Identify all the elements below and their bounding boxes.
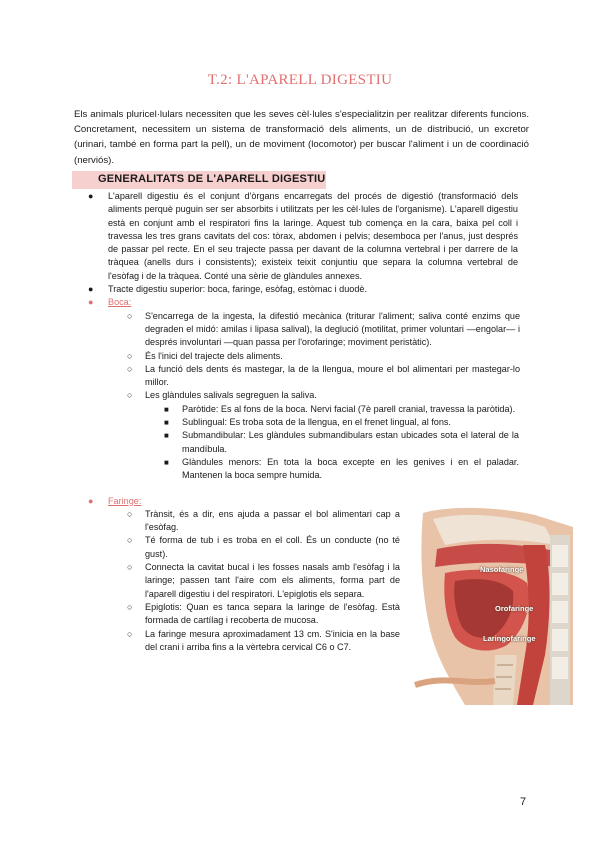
- bullet-circle-icon: ○: [127, 601, 133, 612]
- list-item: [88, 283, 518, 296]
- bullet-circle-icon: ○: [127, 363, 133, 374]
- bullet-circle-icon: ○: [127, 628, 133, 639]
- list-item: [127, 561, 400, 601]
- list-item-text: Tracte digestiu superior: boca, faringe, esòfag, estòmac i duodè.: [108, 284, 367, 295]
- list-item: [127, 389, 520, 402]
- bullet-circle-icon: ○: [127, 535, 133, 546]
- list-item-text: Té forma de tub i es troba en el coll. És un conducte (no té gust).: [145, 535, 400, 559]
- label-nasofaringe: Nasofaringe: [480, 565, 524, 574]
- label-orofaringe: Orofaringe: [495, 604, 534, 613]
- page-number: 7: [520, 796, 527, 808]
- bullet-square-icon: ■: [164, 457, 169, 467]
- list-item: [88, 190, 518, 283]
- bullet-square-icon: ■: [164, 431, 169, 441]
- bullet-square-icon: ■: [164, 404, 169, 414]
- bullet-circle-icon: ○: [127, 390, 133, 401]
- list-item-text: Epiglotis: Quan es tanca separa la laringe de l'esòfag. Està formada de cartílag i recoberta de mucosa.: [145, 601, 400, 626]
- list-item: [127, 350, 520, 363]
- bullet-dot-icon: ●: [88, 284, 94, 295]
- bullet-circle-icon: ○: [127, 508, 133, 519]
- list-item: [164, 429, 519, 456]
- bullet-dot-icon: ●: [88, 495, 94, 506]
- list-item-text: La funció dels dents és mastegar, la de la llengua, moure el bol alimentari per mastegar-lo millor.: [145, 363, 520, 388]
- bullet-square-icon: ■: [164, 418, 169, 428]
- label-laringofaringe: Laringofaringe: [483, 634, 536, 643]
- list-item: [127, 601, 400, 628]
- bullet-circle-icon: ○: [127, 350, 133, 361]
- list-item: [127, 534, 400, 561]
- intro-paragraph: Els animals pluricel·lulars necessiten que les seves cèl·lules s'especialitzin per realitzar diferents funcions. Concretament, necessitem un sistema de transformació dels aliments, un de distribució, un excretor (urinari, també en forma part la pell), un de moviment (locomotor) per buscar l'aliment i un de coordinació (nerviós).: [74, 109, 529, 166]
- list-item-text: S'encarrega de la ingesta, la difestió mecànica (triturar l'aliment; saliva conté enzims que degraden el midó: amilas i lipasa salival), la deglució (motilitat, primer voluntari —engolar— i després involuntari —quan passa per l'orofaringe; moviment peristàtic).: [145, 310, 520, 348]
- bullet-circle-icon: ○: [127, 562, 133, 573]
- list-item-text: Paròtide: Es al fons de la boca. Nervi facial (7è parell cranial, travessa la paròtida).: [182, 403, 516, 414]
- list-item-boca: [88, 296, 518, 309]
- list-item-text: Submandibular: Les glàndules submandibulars estan ubicades sota el lateral de la mandíbula.: [182, 430, 519, 454]
- bullet-dot-icon: ●: [88, 297, 94, 308]
- list-item: [164, 403, 519, 416]
- boca-link[interactable]: Boca:: [108, 297, 132, 308]
- list-item-text: Glàndules menors: En tota la boca excepte en les genives i en el paladar. Mantenen la boca sempre humida.: [182, 456, 519, 481]
- list-item: [127, 508, 400, 535]
- pharynx-illustration: [405, 505, 575, 705]
- list-item-text: La faringe mesura aproximadament 13 cm. S'inicia en la base del crani i arriba fins a la vèrtebra cervical C6 o C7.: [145, 628, 400, 652]
- list-item-text: Les glàndules salivals segreguen la saliva.: [145, 390, 317, 401]
- list-item: [164, 456, 519, 483]
- list-item-text: Connecta la cavitat bucal i les fosses nasals amb l'esòfag i la laringe; passen tant l'aire com els aliments, forma part de l'aparell digestiu i del respiratori. L'epiglotis els separa.: [145, 562, 400, 599]
- list-item-text: Trànsit, és a dir, ens ajuda a passar el bol alimentari cap a l'esòfag.: [145, 508, 400, 533]
- list-item: [127, 363, 520, 390]
- page-title: T.2: L'APARELL DIGESTIU: [207, 72, 393, 88]
- bullet-circle-icon: ○: [127, 310, 133, 321]
- list-item-text: L'aparell digestiu és el conjunt d'òrgans encarregats del procés de digestió (transformació dels aliments perquè puguin ser ser absorbits i utilitzats per les cèl·lules de l'organisme). L'aparell digestiu està en conjunt amb el respiratori fins la laringe. Aquest tub comença en la cara, baixa pel coll i travessa les tres grans cavitats del cos: tòrax, abdomen i pelvis; desemboca per l'anus, just després de passar pel recte. En el seu trajecte passa per davant de la columna vertebral i per darrere de la tràquea (anells durs i consistents); existeix teixit conjuntiu que separa la columna vertebral de l'esòfag i de la tràquea. Conté una sèrie de glàndules annexes.: [108, 191, 518, 281]
- faringe-link[interactable]: Faringe:: [108, 495, 142, 506]
- list-item-text: Sublingual: Es troba sota de la llengua, en el frenet lingual, al fons.: [182, 417, 451, 428]
- pharynx-anatomy-figure: [405, 505, 575, 705]
- list-item: [127, 310, 520, 350]
- spacer: [0, 483, 600, 495]
- list-item-text: És l'inici del trajecte dels aliments.: [145, 350, 283, 361]
- list-item: [164, 416, 519, 429]
- section-heading: GENERALITATS DE L'APARELL DIGESTIU: [98, 173, 326, 185]
- list-item: [127, 628, 400, 655]
- bullet-dot-icon: ●: [88, 191, 94, 201]
